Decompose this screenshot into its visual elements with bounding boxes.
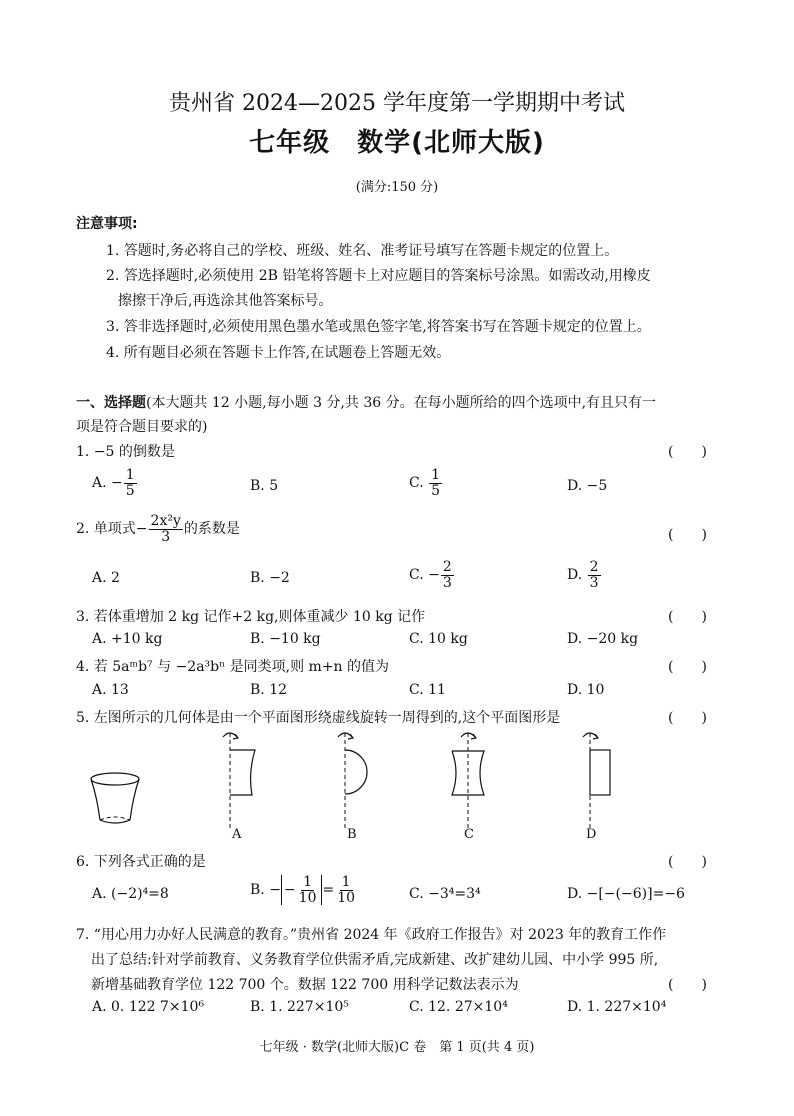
cup-solid-figure xyxy=(91,773,139,823)
figure-b xyxy=(338,733,367,829)
q5-label-b: B xyxy=(347,827,357,842)
full-score: (满分:150 分) xyxy=(355,180,439,195)
section-heading: 一、选择题 xyxy=(76,395,146,411)
q7-line1: 7. “用心用力办好人民满意的教育。”贵州省 2024 年《政府工作报告》对 2023 年的教育工作作 xyxy=(76,927,667,943)
q5-label-d: D xyxy=(586,827,597,842)
notice-heading: 注意事项: xyxy=(76,216,138,232)
q7-option-b: B. 1. 227×10⁵ xyxy=(250,999,349,1015)
q2-option-b: B. −2 xyxy=(250,570,290,586)
q4-stem: 4. 若 5aᵐb⁷ 与 −2a³bⁿ 是同类项,则 m+n 的值为 xyxy=(76,659,390,675)
exam-subtitle: 七年级 数学(北师大版) xyxy=(249,128,545,158)
q1-answer-paren: ( ) xyxy=(668,444,707,460)
q3-option-b: B. −10 kg xyxy=(250,631,321,647)
q5-label-c: C xyxy=(464,827,474,842)
q7-line2: 出了总结:针对学前教育、义务教育学位供需矛盾,完成新建、改扩建幼儿园、中小学 995 所, xyxy=(91,952,659,968)
section-desc: (本大题共 12 小题,每小题 3 分,共 36 分。在每小题所给的四个选项中,有且只有一 xyxy=(146,395,657,411)
q1-stem: 1. −5 的倒数是 xyxy=(76,444,175,460)
figure-a xyxy=(223,733,255,829)
q6-option-c: C. −3⁴=3⁴ xyxy=(409,886,481,902)
q2-answer-paren: ( ) xyxy=(668,527,707,543)
q5-figures xyxy=(80,725,640,843)
q7-line3: 新增基础教育学位 122 700 个。数据 122 700 用科学记数法表示为 xyxy=(91,977,519,993)
q4-answer-paren: ( ) xyxy=(668,659,707,675)
q5-stem: 5. 左图所示的几何体是由一个平面图形绕虚线旋转一周得到的,这个平面图形是 xyxy=(76,710,561,726)
q1-option-b: B. 5 xyxy=(250,478,279,494)
q3-option-c: C. 10 kg xyxy=(409,631,468,647)
notice-item-2: 2. 答选择题时,必须使用 2B 铅笔将答题卡上对应题目的答案标号涂黑。如需改动,用橡皮 xyxy=(106,268,651,284)
q7-answer-paren: ( ) xyxy=(668,977,707,993)
q4-option-d: D. 10 xyxy=(567,682,605,698)
q6-stem: 6. 下列各式正确的是 xyxy=(76,854,206,870)
section-intro-line1 xyxy=(76,392,656,412)
q2-option-a: A. 2 xyxy=(92,570,120,586)
q6-option-a: A. (−2)⁴=8 xyxy=(92,886,169,902)
q1-option-d: D. −5 xyxy=(567,478,608,494)
figure-c xyxy=(452,733,484,829)
q7-option-a: A. 0. 122 7×10⁶ xyxy=(92,999,205,1015)
q5-label-a: A xyxy=(232,827,242,842)
q1-option-c: C. $\frac{1}{5}$ xyxy=(409,467,441,499)
q3-option-d: D. −20 kg xyxy=(567,631,639,647)
q7-option-d: D. 1. 227×10⁴ xyxy=(567,999,667,1015)
q4-option-b: B. 12 xyxy=(250,682,288,698)
q3-answer-paren: ( ) xyxy=(668,609,707,625)
q4-option-a: A. 13 xyxy=(92,682,129,698)
notice-item-3: 3. 答非选择题时,必须使用黑色墨水笔或黑色签字笔,将答案书写在答题卡规定的位置上。 xyxy=(106,319,651,335)
q2-option-d: D. $\frac{2}{3}$ xyxy=(567,559,599,591)
notice-item-1: 1. 答题时,务必将自己的学校、班级、姓名、准考证号填写在答题卡规定的位置上。 xyxy=(106,243,619,259)
figure-d xyxy=(583,733,610,829)
q2-stem: 2. 单项式− $\frac{\text{2x²y}}{3}$ 的系数是 xyxy=(76,513,240,545)
q2-option-c: C. − $\frac{2}{3}$ xyxy=(409,559,452,591)
page-footer: 七年级 · 数学(北师大版)C 卷 第 1 页(共 4 页) xyxy=(259,1040,535,1055)
q4-option-c: C. 11 xyxy=(409,682,446,698)
q5-answer-paren: ( ) xyxy=(668,710,707,726)
q1-option-a: A. − $\frac{1}{5}$ xyxy=(92,467,135,499)
q3-option-a: A. +10 kg xyxy=(92,631,163,647)
q6-answer-paren: ( ) xyxy=(668,854,707,870)
notice-item-4: 4. 所有题目必须在答题卡上作答,在试题卷上答题无效。 xyxy=(106,345,451,361)
exam-title: 贵州省 2024—2025 学年度第一学期期中考试 xyxy=(169,91,625,116)
section-intro-line2: 项是符合题目要求的) xyxy=(76,419,208,435)
notice-item-2-cont: 擦擦干净后,再选涂其他答案标号。 xyxy=(118,293,333,309)
q3-stem: 3. 若体重增加 2 kg 记作+2 kg,则体重减少 10 kg 记作 xyxy=(76,609,426,625)
q7-option-c: C. 12. 27×10⁴ xyxy=(409,999,508,1015)
q6-option-b: B. − − $\frac{1}{10}$ = $\frac{1}{10}$ xyxy=(250,874,356,906)
q6-option-d: D. −[−(−6)]=−6 xyxy=(567,886,685,902)
